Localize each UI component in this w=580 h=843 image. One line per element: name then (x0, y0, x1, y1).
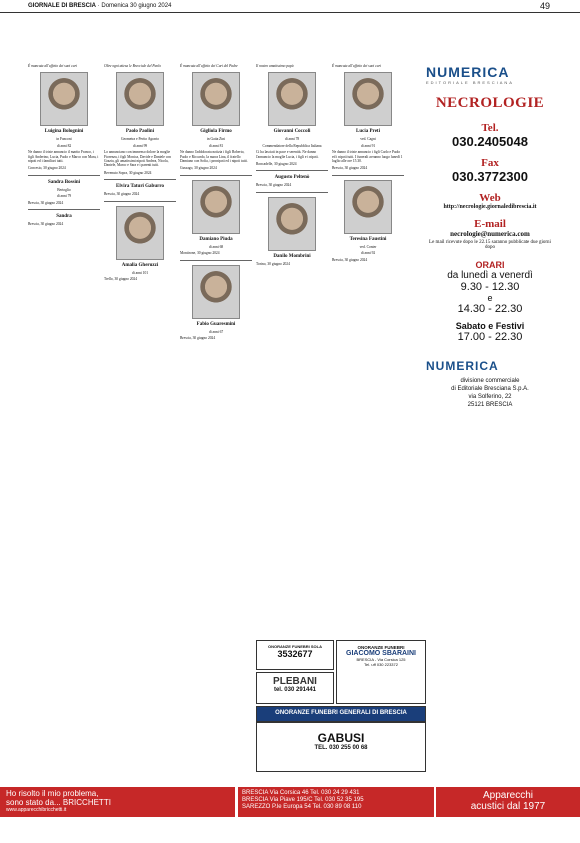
bricchetti-ad (0, 787, 235, 817)
deceased-subtitle: Bertoglio (57, 187, 71, 192)
deceased-name: Sandra (56, 214, 72, 220)
sbaraini-ad (336, 640, 426, 704)
deceased-subtitle: Geometra e Perito Agrario (120, 137, 160, 142)
obituary-column-5 (332, 64, 404, 265)
obituary-body: Ne danno il triste annuncio i figli Carlo e Paolo ed i nipoti tutti. I funerali avranno luogo lunedì 1 luglio alle ore 15.30. (332, 150, 403, 164)
numerica-footer-logo (426, 359, 554, 373)
address-line: via Solferino, 22 (468, 394, 512, 400)
portrait-photo (116, 72, 164, 126)
portrait-photo (192, 72, 240, 126)
obituary-place: Brescia, 30 giugno 2024 (28, 200, 64, 205)
deceased-name: Danilo Mombrini (273, 253, 311, 259)
necrologie-promo (426, 64, 554, 754)
divider (332, 175, 404, 176)
obituary-place: Roncadelle, 30 giugno 2024 (256, 162, 297, 167)
bricchetti-line-2: sono stato da... BRICCHETTI (6, 798, 111, 807)
deceased-subtitle: di anni 78 (284, 137, 300, 142)
divider (28, 175, 100, 176)
obituary-place: Brescia, 30 giugno 2024 (28, 222, 64, 227)
hours-label: ORARI (475, 260, 505, 270)
notice-text: È mancata all'affetto dei suoi cari (28, 64, 77, 68)
email-note: Le mail ricevute dopo le 22.15 saranno pubblicate due giorni dopo (429, 240, 551, 250)
plebani-name: PLEBANI (273, 676, 317, 687)
obituary-place: Bevenuto Sopra, 30 giugno 2024 (104, 170, 152, 175)
address-row: SAREZZO P.le Europa 54 Tel. 030 89 08 110 (242, 804, 362, 810)
deceased-subtitle: ved. Cagni (360, 137, 376, 142)
deceased-subtitle: in Gatta Zini (206, 137, 226, 142)
web-block (426, 192, 554, 210)
obituary-column-2 (104, 64, 176, 284)
publication-date: Domenica 30 giugno 2024 (101, 3, 172, 9)
portrait-photo (192, 265, 240, 319)
obituary-column-4 (256, 64, 328, 269)
page-number: 49 (539, 1, 550, 11)
sola-ad (256, 640, 334, 670)
deceased-age: di anni 92 (360, 251, 376, 256)
hours-slot-2: 14.30 - 22.30 (457, 303, 523, 315)
deceased-age: di anni 68 (208, 244, 224, 249)
deceased-name: Luigina Bolognini (44, 129, 84, 135)
bricchetti-line-1: Ho risolto il mio problema, (6, 789, 99, 798)
brand-name: NUMERICA (426, 64, 510, 80)
obituary-place: Gussago, 30 giugno 2024 (180, 166, 217, 171)
email-label: E-mail (474, 218, 506, 230)
fax-number: 030.3772300 (452, 169, 528, 184)
obituary-place: Brescia, 30 giugno 2024 (332, 166, 368, 171)
web-url[interactable]: http://necrologie.giornaledibrescia.it (443, 204, 537, 210)
obituary-place: Montirone, 30 giugno 2024 (180, 251, 220, 256)
deceased-name: Damiano Piuda (199, 236, 233, 242)
onoranze-banner (256, 706, 426, 722)
deceased-name: Elvira Taturi Gaburro (116, 184, 164, 190)
sbaraini-name: GIACOMO SBARAINI (346, 650, 416, 657)
obituary-column-1 (28, 64, 100, 229)
bricchetti-website[interactable]: www.apparecchibricchetti.it (6, 807, 67, 813)
tel-number: 030.2405048 (452, 134, 528, 149)
portrait-photo (268, 197, 316, 251)
deceased-age: di anni 82 (56, 143, 72, 148)
deceased-name: Amalia Gheruzzi (121, 262, 159, 268)
obituary-place: Brescia, 30 giugno 2024 (104, 192, 140, 197)
deceased-name: Sandra Bossini (47, 179, 81, 185)
deceased-name: Giovanni Coccoli (273, 129, 311, 135)
deceased-age: di anni 91 (360, 143, 376, 148)
section-title: NECROLOGIE (435, 95, 545, 111)
deceased-name: Teresina Faustini (349, 236, 387, 242)
obituary-body: Ci ha lasciati in pace e serenità. Ne danno l'annuncio la moglie Lucia, i figli e i nipoti. (256, 150, 319, 159)
hours-block (426, 260, 554, 343)
deceased-age: di anni 67 (208, 329, 224, 334)
obituary-place: Trello, 30 giugno 2024 (104, 277, 138, 282)
deceased-subtitle: ved. Conter (359, 244, 377, 249)
divider (180, 175, 252, 176)
deceased-name: Paolo Paolini (125, 129, 155, 135)
address-row: BRESCIA Via Corsica 46 Tel. 030 24 29 431 (242, 790, 360, 796)
obituary-place: Brescia, 30 giugno 2024 (332, 257, 368, 262)
obituary-place: Brescia, 30 giugno 2024 (180, 336, 216, 341)
deceased-title: Commendatore della Repubblica Italiana (262, 143, 322, 148)
numerica-logo (426, 64, 554, 85)
hours-slot-3: 17.00 - 22.30 (457, 331, 523, 343)
deceased-age: di anni 79 (56, 194, 72, 199)
weekend-label: Sabato e Festivi (455, 321, 525, 331)
portrait-photo (40, 72, 88, 126)
address-line: di Editoriale Bresciana S.p.A. (451, 386, 529, 392)
address-row: BRESCIA Via Piave 195/C Tel. 030 52 35 195 (242, 797, 364, 803)
obituary-column-3 (180, 64, 252, 343)
divider (256, 170, 328, 171)
divider (28, 209, 100, 210)
portrait-photo (344, 72, 392, 126)
portrait-photo (116, 206, 164, 260)
publication-line: GIORNALE DI BRESCIA · Domenica 30 giugno 2024 (28, 3, 172, 9)
fax-label: Fax (481, 157, 499, 169)
plebani-phone: tel. 030 291441 (273, 687, 317, 693)
brand-name: NUMERICA (426, 359, 499, 373)
brand-subtitle: EDITORIALE BRESCIANA (426, 80, 514, 85)
deceased-subtitle: in Fanconi (56, 137, 72, 142)
divider (104, 179, 176, 180)
publication-name: GIORNALE DI BRESCIA (28, 3, 97, 9)
notice-text: Oltre ogni attesa le Brecciale del Paolo (104, 64, 162, 68)
gabusi-ad (256, 722, 426, 772)
tel-label: Tel. (481, 122, 499, 134)
sbaraini-phone: Tel. uff 030 223372 (364, 662, 398, 667)
sbaraini-title: ONORANZE FUNEBRI (357, 645, 405, 650)
web-label: Web (479, 192, 501, 204)
deceased-name: Augusto Peltenò (274, 175, 310, 181)
bricchetti-addresses (238, 787, 434, 817)
obituary-body: Ne danno l'addolorata notizia i figli Roberto, Paolo e Riccardo, la nuora Lina, il fratello Damiano con Sofia, i pronipoti ed i nipoti tutti. (180, 150, 248, 164)
email-address[interactable]: necrologie@numerica.com (450, 230, 530, 238)
divider (256, 192, 328, 193)
obituary-place: Brescia, 30 giugno 2024 (256, 183, 292, 188)
deceased-name: Gigliola Firmo (200, 129, 232, 135)
deceased-age: di anni 99 (132, 143, 148, 148)
portrait-photo (192, 180, 240, 234)
obituary-body: Ne danno il triste annuncio il marito Franco, i figli Anderino, Lucia, Paolo e Marco con Mara, i nipoti ed i familiari tutti. (28, 150, 99, 164)
divider (180, 260, 252, 261)
gabusi-name: GABUSI (317, 731, 365, 745)
hours-slot-1: 9.30 - 12.30 (460, 281, 520, 293)
sola-phone: 3532677 (277, 649, 313, 659)
weekdays-label: da lunedì a venerdì (447, 270, 533, 281)
notice-text: Il nostro amatissimo papà (256, 64, 294, 68)
apparecchi-line-1: Apparecchi (482, 790, 534, 801)
sbaraini-address: BRESCIA - Via Corsica 125 (356, 657, 406, 662)
obituary-place: Concesio, 30 giugno 2024 (28, 166, 66, 171)
company-address (426, 377, 554, 409)
apparecchi-line-2: acustici dal 1977 (470, 801, 546, 812)
divider (104, 201, 176, 202)
notice-text: È mancata all'affetto dei suoi cari (332, 64, 381, 68)
obituary-place: Torino, 30 giugno 2024 (256, 261, 290, 266)
apparecchi-ad (436, 787, 580, 817)
address-line: divisione commerciale (460, 378, 520, 384)
address-line: 25121 BRESCIA (467, 402, 513, 408)
deceased-name: Lucia Preti (356, 129, 380, 135)
portrait-photo (344, 180, 392, 234)
portrait-photo (268, 72, 316, 126)
plebani-ad (256, 672, 334, 704)
deceased-age: di anni 101 (131, 270, 149, 275)
phone-block (426, 122, 554, 149)
email-block (426, 218, 554, 250)
onoranze-banner-text: ONORANZE FUNEBRI GENERALI DI BRESCIA (275, 710, 407, 716)
deceased-age: di anni 81 (208, 143, 224, 148)
obituary-body: Lo annunciano con immenso dolore la moglie Fiorenza, i figli Monica, Davide e Daniele con Grazia, gli amatissimi nipoti Andrea, Nicola, Daniele, Marco e Sara e i parenti tutti. (104, 150, 171, 168)
page-header (0, 0, 580, 13)
sola-name: ONORANZE FUNEBRI SOLA (268, 644, 322, 649)
gabusi-phone: TEL. 030 255 00 68 (314, 745, 368, 751)
notice-text: È mancata all'affetto dei Cari del Padre (180, 64, 238, 68)
hours-and: e (487, 293, 493, 303)
fax-block (426, 157, 554, 184)
deceased-name: Fabio Guaresmini (196, 321, 236, 327)
